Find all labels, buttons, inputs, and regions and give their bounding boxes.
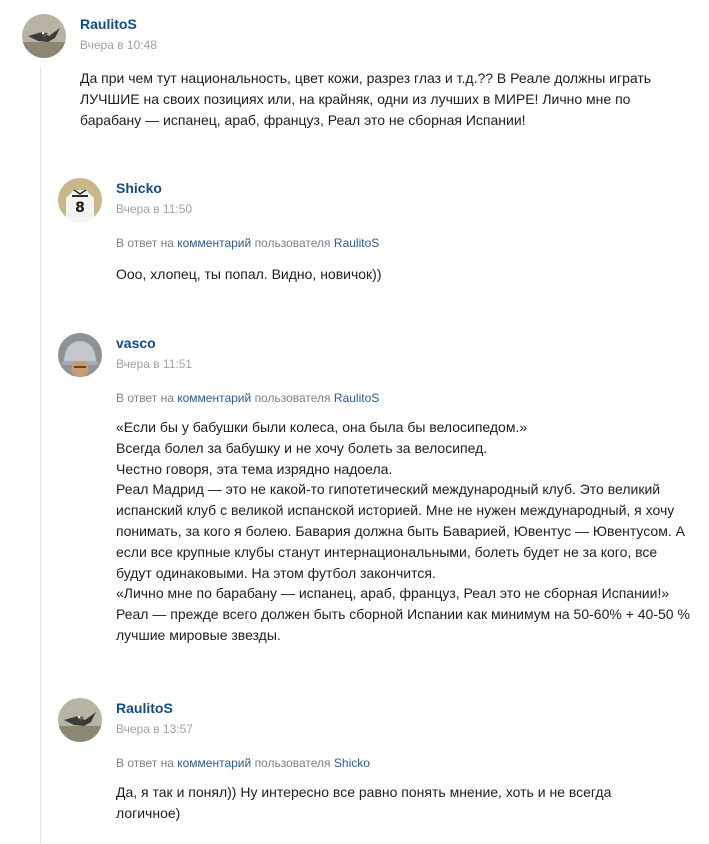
reply-prefix: В ответ на bbox=[116, 756, 174, 770]
bird-avatar[interactable] bbox=[58, 698, 102, 742]
reply-middle: пользователя bbox=[254, 236, 331, 250]
helmet-avatar[interactable] bbox=[58, 333, 102, 377]
reply-info bbox=[116, 756, 370, 770]
comment-link[interactable]: комментарий bbox=[177, 756, 252, 770]
comment-paragraph: Всегда болел за бабушку и не хочу болеть за велосипед. bbox=[116, 439, 488, 456]
comment-link[interactable]: комментарий bbox=[177, 236, 252, 250]
comment-text bbox=[116, 264, 686, 285]
comment-paragraph: «Лично мне по барабану — испанец, араб, француз, Реал это не сборная Испании!» bbox=[116, 585, 670, 602]
comment-paragraph: Ооо, хлопец, ты попал. Видно, новичок)) bbox=[116, 266, 382, 282]
reply-prefix: В ответ на bbox=[116, 391, 174, 405]
reply-info bbox=[116, 391, 379, 405]
thread-line bbox=[40, 66, 41, 844]
comment-paragraph: Реал Мадрид — это не какой-то гипотетический международный клуб. Это великий испанский клуб с великой испанской историей. Мне не нужен международный, я хочу понимать, за кого я болею. Бавария должна быть Баварией, Ювентус — Ювентусом. А если все крупные клубы станут интернациональными, болеть будет не за кого, все будут одинаковыми. На этом футбол закончится. bbox=[116, 481, 685, 581]
reply-middle: пользователя bbox=[254, 756, 331, 770]
timestamp: Вчера в 11:50 bbox=[116, 202, 193, 216]
user-link[interactable]: RaulitoS bbox=[333, 236, 380, 250]
author-name[interactable]: vasco bbox=[116, 335, 156, 351]
author-name[interactable]: RaulitoS bbox=[116, 700, 173, 716]
comment bbox=[58, 178, 698, 288]
timestamp: Вчера в 13:57 bbox=[116, 722, 193, 736]
reply-prefix: В ответ на bbox=[116, 236, 174, 250]
reply-info bbox=[116, 236, 379, 250]
comment bbox=[22, 14, 692, 134]
comment bbox=[58, 333, 698, 653]
bird-avatar[interactable] bbox=[22, 14, 66, 58]
comment-paragraph: Да при чем тут национальность, цвет кожи, разрез глаз и т.д.?? В Реале должны играть ЛУЧШИЕ на своих позициях или, на крайняк, одни из лучших в МИРЕ! Лично мне по барабану — испанец, араб, француз, Реал это не сборная Испании! bbox=[80, 70, 652, 128]
comment-paragraph: «Если бы у бабушки были колеса, она была бы велосипедом.» bbox=[116, 419, 528, 435]
timestamp: Вчера в 11:51 bbox=[116, 357, 193, 371]
svg-text:8: 8 bbox=[75, 200, 85, 216]
comment bbox=[58, 698, 698, 838]
comment-text bbox=[80, 68, 686, 130]
reply-middle: пользователя bbox=[254, 391, 331, 405]
jersey-8-avatar[interactable] bbox=[58, 178, 102, 222]
comment-link[interactable]: комментарий bbox=[177, 391, 252, 405]
user-link[interactable]: RaulitoS bbox=[333, 391, 380, 405]
comment-paragraph: Честно говоря, эта тема изрядно надоела. bbox=[116, 460, 393, 477]
author-name[interactable]: RaulitoS bbox=[80, 16, 137, 32]
comment-paragraph: Реал — прежде всего должен быть сборной Испании как минимум на 50-60% + 40-50 % лучшие мировые звезды. bbox=[116, 606, 690, 643]
timestamp: Вчера в 10:48 bbox=[80, 38, 157, 52]
user-link[interactable]: Shicko bbox=[333, 756, 370, 770]
author-name[interactable]: Shicko bbox=[116, 180, 162, 196]
comment-text bbox=[116, 417, 690, 646]
comment-text bbox=[116, 782, 676, 824]
comment-paragraph: Да, я так и понял)) Ну интересно все равно понять мнение, хоть и не всегда логичное) bbox=[116, 784, 612, 821]
